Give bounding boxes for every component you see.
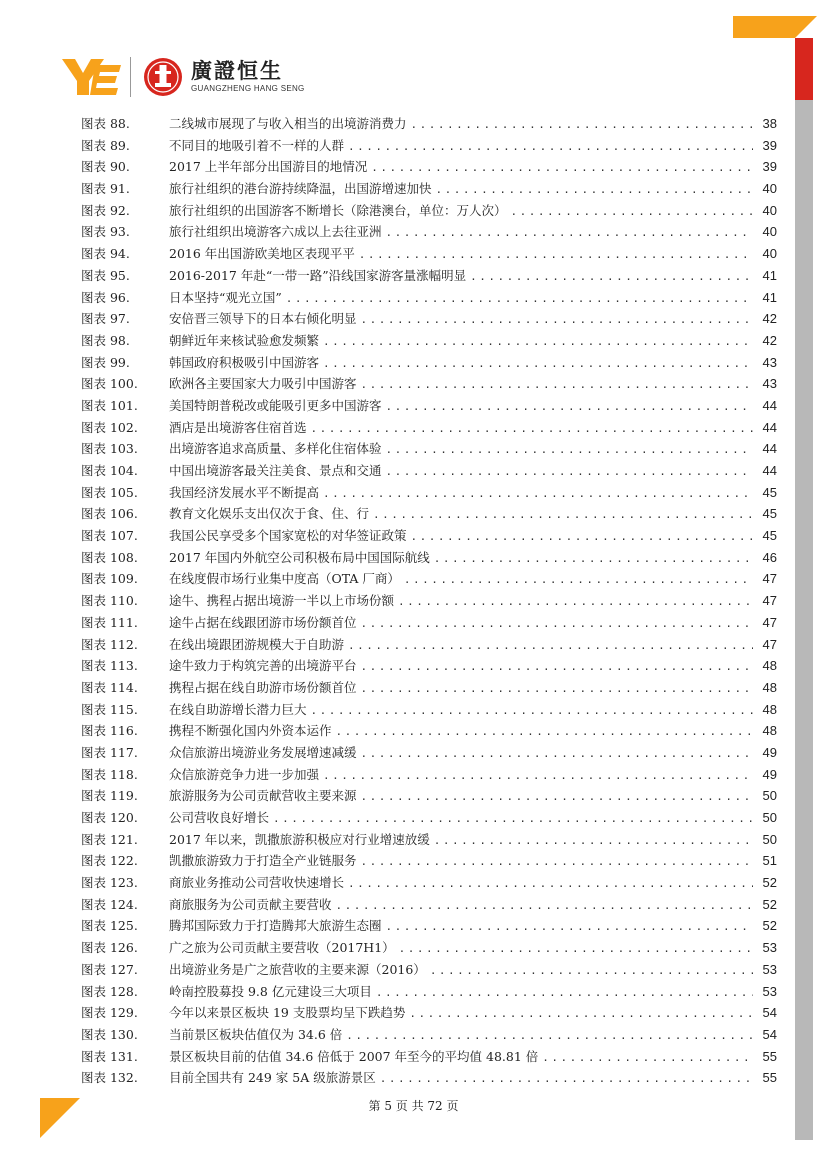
toc-title: 2016 年出国游欧美地区表现平平 bbox=[169, 246, 355, 262]
toc-entry[interactable] bbox=[81, 743, 777, 765]
toc-entry[interactable] bbox=[81, 439, 777, 461]
toc-leader-dots bbox=[404, 573, 753, 586]
toc-page-number: 42 bbox=[762, 311, 777, 327]
toc-label: 图表 114. bbox=[81, 679, 138, 695]
toc-leader-dots bbox=[398, 595, 753, 608]
toc-leader-dots bbox=[542, 1051, 753, 1064]
toc-entry[interactable] bbox=[81, 331, 777, 353]
toc-leader-dots bbox=[361, 660, 753, 673]
toc-title: 朝鲜近年来核试验愈发频繁 bbox=[169, 332, 320, 348]
toc-leader-dots bbox=[311, 704, 753, 717]
toc-page-number: 48 bbox=[762, 658, 777, 674]
toc-page-number: 40 bbox=[762, 181, 777, 197]
toc-label: 图表 98. bbox=[81, 332, 130, 348]
toc-page-number: 52 bbox=[762, 875, 777, 891]
toc-label: 图表 121. bbox=[81, 831, 138, 847]
toc-label: 图表 91. bbox=[81, 181, 130, 197]
toc-entry[interactable] bbox=[81, 938, 777, 960]
toc-leader-dots bbox=[386, 443, 753, 456]
corner-accent-top bbox=[733, 16, 795, 38]
toc-label: 图表 127. bbox=[81, 961, 138, 977]
toc-entry[interactable] bbox=[81, 201, 777, 223]
toc-title: 今年以来景区板块 19 支股票均呈下跌趋势 bbox=[169, 1005, 406, 1021]
toc-title: 韩国政府积极吸引中国游客 bbox=[169, 354, 320, 370]
toc-leader-dots bbox=[373, 508, 753, 521]
toc-title: 出境游业务是广之旅营收的主要来源（2016） bbox=[169, 961, 426, 977]
toc-page-number: 44 bbox=[762, 463, 777, 478]
toc-page-number: 47 bbox=[762, 636, 777, 652]
toc-leader-dots bbox=[380, 1072, 753, 1085]
toc-leader-dots bbox=[399, 942, 753, 955]
toc-title: 在线出境跟团游规模大于自助游 bbox=[169, 636, 345, 652]
toc-title: 2016-2017 年赴“一带一路”沿线国家游客量涨幅明显 bbox=[169, 267, 467, 283]
toc-label: 图表 103. bbox=[81, 441, 138, 457]
table-of-figures bbox=[81, 114, 777, 1090]
toc-title: 目前全国共有 249 家 5A 级旅游景区 bbox=[169, 1070, 376, 1086]
toc-title: 景区板块目前的估值 34.6 倍低于 2007 年至今的平均值 48.81 倍 bbox=[169, 1048, 539, 1064]
toc-page-number: 50 bbox=[762, 831, 777, 847]
toc-entry[interactable] bbox=[81, 721, 777, 743]
toc-leader-dots bbox=[323, 335, 753, 348]
logo-english-name: GUANGZHENG HANG SENG bbox=[191, 84, 305, 93]
toc-page-number: 45 bbox=[762, 506, 777, 522]
toc-entry[interactable] bbox=[81, 895, 777, 917]
toc-label: 图表 116. bbox=[81, 723, 138, 739]
toc-label: 图表 128. bbox=[81, 983, 138, 999]
toc-page-number: 50 bbox=[762, 788, 777, 804]
toc-page-number: 53 bbox=[762, 983, 777, 999]
toc-label: 图表 102. bbox=[81, 419, 138, 435]
toc-label: 图表 108. bbox=[81, 549, 138, 565]
toc-page-number: 40 bbox=[762, 224, 777, 240]
toc-leader-dots bbox=[348, 140, 753, 153]
toc-page-number: 42 bbox=[762, 332, 777, 348]
toc-leader-dots bbox=[361, 313, 753, 326]
toc-entry[interactable] bbox=[81, 244, 777, 266]
toc-title: 广之旅为公司贡献主要营收（2017H1） bbox=[169, 940, 395, 956]
toc-label: 图表 115. bbox=[81, 701, 138, 717]
toc-leader-dots bbox=[348, 877, 753, 890]
toc-label: 图表 125. bbox=[81, 918, 138, 934]
page-number: 第 5 页 共 72 页 bbox=[368, 1099, 459, 1113]
side-bar-grey bbox=[795, 100, 813, 1140]
toc-page-number: 45 bbox=[762, 484, 777, 500]
side-bar-red bbox=[795, 38, 813, 100]
toc-leader-dots bbox=[359, 248, 753, 261]
toc-entry[interactable] bbox=[81, 982, 777, 1004]
toc-entry[interactable] bbox=[81, 548, 777, 570]
toc-label: 图表 126. bbox=[81, 940, 138, 956]
toc-entry[interactable] bbox=[81, 114, 777, 136]
toc-entry[interactable] bbox=[81, 635, 777, 657]
toc-page-number: 44 bbox=[762, 397, 777, 413]
toc-leader-dots bbox=[436, 183, 753, 196]
toc-title: 不同目的地吸引着不一样的人群 bbox=[169, 137, 345, 153]
toc-leader-dots bbox=[361, 855, 753, 868]
toc-title: 我国公民享受多个国家宽松的对华签证政策 bbox=[169, 528, 407, 544]
toc-title: 携程不断强化国内外资本运作 bbox=[169, 723, 332, 739]
toc-page-number: 53 bbox=[762, 961, 777, 977]
toc-title: 旅游服务为公司贡献营收主要来源 bbox=[169, 788, 357, 804]
toc-label: 图表 94. bbox=[81, 246, 130, 262]
toc-label: 图表 90. bbox=[81, 159, 130, 175]
toc-page-number: 49 bbox=[762, 744, 777, 760]
toc-title: 公司营收良好增长 bbox=[169, 810, 270, 825]
toc-page-number: 45 bbox=[762, 528, 777, 544]
toc-leader-dots bbox=[323, 769, 753, 782]
toc-title: 2017 上半年部分出国游目的地情况 bbox=[169, 159, 368, 175]
toc-leader-dots bbox=[323, 487, 753, 500]
toc-page-number: 44 bbox=[762, 441, 777, 457]
toc-leader-dots bbox=[361, 790, 753, 803]
toc-entry[interactable] bbox=[81, 678, 777, 700]
toc-entry[interactable] bbox=[81, 830, 777, 852]
toc-title: 商旅服务为公司贡献主要营收 bbox=[169, 896, 332, 912]
toc-label: 图表 112. bbox=[81, 636, 138, 652]
toc-label: 图表 106. bbox=[81, 506, 138, 522]
toc-title: 商旅业务推动公司营收快速增长 bbox=[169, 875, 345, 891]
toc-leader-dots bbox=[361, 378, 753, 391]
toc-page-number: 47 bbox=[762, 614, 777, 630]
toc-entry[interactable] bbox=[81, 396, 777, 418]
toc-entry[interactable] bbox=[81, 873, 777, 895]
toc-title: 岭南控股募投 9.8 亿元建设三大项目 bbox=[169, 983, 372, 999]
toc-leader-dots bbox=[371, 161, 753, 174]
toc-label: 图表 99. bbox=[81, 354, 130, 370]
toc-label: 图表 88. bbox=[81, 116, 130, 131]
toc-title: 途牛、携程占据出境游一半以上市场份额 bbox=[169, 593, 395, 609]
toc-label: 图表 124. bbox=[81, 896, 138, 912]
toc-page-number: 48 bbox=[762, 679, 777, 695]
toc-entry[interactable] bbox=[81, 526, 777, 548]
toc-label: 图表 107. bbox=[81, 528, 138, 544]
toc-title: 途牛致力于构筑完善的出境游平台 bbox=[169, 658, 357, 674]
toc-label: 图表 89. bbox=[81, 137, 130, 153]
toc-leader-dots bbox=[470, 270, 753, 283]
toc-leader-dots bbox=[273, 812, 753, 825]
toc-entry[interactable] bbox=[81, 569, 777, 591]
toc-leader-dots bbox=[411, 118, 753, 131]
toc-entry[interactable] bbox=[81, 504, 777, 526]
toc-title: 当前景区板块估值仅为 34.6 倍 bbox=[169, 1026, 343, 1042]
toc-page-number: 48 bbox=[762, 723, 777, 739]
toc-leader-dots bbox=[311, 422, 753, 435]
toc-label: 图表 93. bbox=[81, 224, 130, 240]
toc-entry[interactable] bbox=[81, 916, 777, 938]
toc-entry[interactable] bbox=[81, 656, 777, 678]
toc-leader-dots bbox=[336, 725, 753, 738]
toc-page-number: 43 bbox=[762, 376, 777, 392]
toc-page-number: 50 bbox=[762, 810, 777, 825]
toc-label: 图表 104. bbox=[81, 463, 138, 478]
toc-title: 携程占据在线自助游市场份额首位 bbox=[169, 679, 357, 695]
toc-label: 图表 132. bbox=[81, 1070, 138, 1086]
toc-page-number: 40 bbox=[762, 246, 777, 262]
toc-title: 酒店是出境游客住宿首选 bbox=[169, 419, 307, 435]
toc-label: 图表 113. bbox=[81, 658, 138, 674]
toc-leader-dots bbox=[361, 682, 753, 695]
toc-title: 途牛占据在线跟团游市场份额首位 bbox=[169, 614, 357, 630]
toc-entry[interactable] bbox=[81, 136, 777, 158]
toc-label: 图表 131. bbox=[81, 1048, 138, 1064]
toc-title: 教育文化娱乐支出仅次于食、住、行 bbox=[169, 506, 370, 522]
toc-page-number: 40 bbox=[762, 202, 777, 218]
toc-entry[interactable] bbox=[81, 1025, 777, 1047]
toc-leader-dots bbox=[286, 292, 753, 305]
toc-page-number: 54 bbox=[762, 1026, 777, 1042]
toc-title: 欧洲各主要国家大力吸引中国游客 bbox=[169, 376, 357, 392]
toc-entry[interactable] bbox=[81, 960, 777, 982]
toc-page-number: 51 bbox=[762, 853, 777, 869]
toc-leader-dots bbox=[323, 357, 753, 370]
logo-chinese-name: 廣證恒生 bbox=[191, 59, 283, 83]
toc-leader-dots bbox=[409, 1007, 753, 1020]
toc-title: 在线度假市场行业集中度高（OTA 厂商） bbox=[169, 571, 400, 587]
toc-entry[interactable] bbox=[81, 418, 777, 440]
toc-page-number: 43 bbox=[762, 354, 777, 370]
toc-entry[interactable] bbox=[81, 700, 777, 722]
company-logo bbox=[62, 52, 305, 102]
toc-entry[interactable] bbox=[81, 288, 777, 310]
toc-title: 众信旅游出境游业务发展增速减缓 bbox=[169, 744, 357, 760]
toc-leader-dots bbox=[386, 920, 753, 933]
corner-accent-top-tip bbox=[795, 16, 817, 38]
toc-label: 图表 117. bbox=[81, 744, 138, 760]
toc-leader-dots bbox=[511, 205, 753, 218]
toc-page-number: 46 bbox=[762, 549, 777, 565]
toc-label: 图表 123. bbox=[81, 875, 138, 891]
toc-page-number: 55 bbox=[762, 1070, 777, 1086]
toc-entry[interactable] bbox=[81, 157, 777, 179]
toc-entry[interactable] bbox=[81, 808, 777, 830]
toc-leader-dots bbox=[361, 617, 753, 630]
toc-title: 我国经济发展水平不断提高 bbox=[169, 484, 320, 500]
toc-leader-dots bbox=[434, 834, 753, 847]
toc-title: 中国出境游客最关注美食、景点和交通 bbox=[169, 463, 382, 478]
toc-title: 安倍晋三领导下的日本右倾化明显 bbox=[169, 311, 357, 327]
toc-title: 旅行社组织出境游客六成以上去往亚洲 bbox=[169, 224, 382, 240]
toc-entry[interactable] bbox=[81, 1047, 777, 1069]
toc-leader-dots bbox=[346, 1029, 753, 1042]
toc-title: 日本坚持“观光立国” bbox=[169, 289, 282, 305]
toc-entry[interactable] bbox=[81, 353, 777, 375]
toc-label: 图表 120. bbox=[81, 810, 138, 825]
toc-label: 图表 105. bbox=[81, 484, 138, 500]
toc-label: 图表 96. bbox=[81, 289, 130, 305]
toc-leader-dots bbox=[348, 639, 753, 652]
ye-logo-icon bbox=[62, 57, 122, 97]
toc-page-number: 53 bbox=[762, 940, 777, 956]
toc-page-number: 38 bbox=[762, 116, 777, 131]
toc-entry[interactable] bbox=[81, 309, 777, 331]
toc-title: 凯撒旅游致力于打造全产业链服务 bbox=[169, 853, 357, 869]
toc-label: 图表 118. bbox=[81, 766, 138, 782]
toc-title: 2017 年以来，凯撒旅游积极应对行业增速放缓 bbox=[169, 831, 430, 847]
toc-page-number: 54 bbox=[762, 1005, 777, 1021]
toc-leader-dots bbox=[386, 465, 753, 478]
toc-label: 图表 111. bbox=[81, 614, 138, 630]
toc-label: 图表 122. bbox=[81, 853, 138, 869]
toc-leader-dots bbox=[386, 226, 753, 239]
toc-page-number: 41 bbox=[762, 289, 777, 305]
toc-page-number: 47 bbox=[762, 571, 777, 587]
toc-entry[interactable] bbox=[81, 613, 777, 635]
toc-page-number: 41 bbox=[762, 267, 777, 283]
toc-page-number: 47 bbox=[762, 593, 777, 609]
toc-label: 图表 110. bbox=[81, 593, 138, 609]
toc-page-number: 39 bbox=[762, 137, 777, 153]
toc-leader-dots bbox=[361, 747, 753, 760]
toc-title: 美国特朗普税改或能吸引更多中国游客 bbox=[169, 397, 382, 413]
toc-entry[interactable] bbox=[81, 851, 777, 873]
toc-entry[interactable] bbox=[81, 461, 777, 483]
toc-title: 众信旅游竞争力进一步加强 bbox=[169, 766, 320, 782]
toc-label: 图表 101. bbox=[81, 397, 138, 413]
toc-label: 图表 95. bbox=[81, 267, 130, 283]
toc-page-number: 48 bbox=[762, 701, 777, 717]
toc-entry[interactable] bbox=[81, 1003, 777, 1025]
logo-divider bbox=[130, 57, 131, 97]
toc-entry[interactable] bbox=[81, 1068, 777, 1090]
toc-leader-dots bbox=[430, 964, 753, 977]
toc-page-number: 52 bbox=[762, 918, 777, 934]
toc-title: 在线自助游增长潜力巨大 bbox=[169, 701, 307, 717]
toc-page-number: 49 bbox=[762, 766, 777, 782]
toc-label: 图表 100. bbox=[81, 376, 138, 392]
toc-label: 图表 92. bbox=[81, 202, 130, 218]
toc-title: 二线城市展现了与收入相当的出境游消费力 bbox=[169, 116, 407, 131]
toc-label: 图表 109. bbox=[81, 571, 138, 587]
toc-page-number: 52 bbox=[762, 896, 777, 912]
toc-label: 图表 119. bbox=[81, 788, 138, 804]
toc-entry[interactable] bbox=[81, 765, 777, 787]
toc-label: 图表 130. bbox=[81, 1026, 138, 1042]
toc-leader-dots bbox=[434, 552, 753, 565]
toc-label: 图表 129. bbox=[81, 1005, 138, 1021]
toc-leader-dots bbox=[376, 986, 753, 999]
toc-title: 旅行社组织的出国游客不断增长（除港澳台，单位：万人次） bbox=[169, 202, 507, 218]
toc-entry[interactable] bbox=[81, 222, 777, 244]
toc-page-number: 55 bbox=[762, 1048, 777, 1064]
toc-leader-dots bbox=[336, 899, 753, 912]
toc-page-number: 39 bbox=[762, 159, 777, 175]
toc-entry[interactable] bbox=[81, 374, 777, 396]
toc-entry[interactable] bbox=[81, 179, 777, 201]
toc-entry[interactable] bbox=[81, 266, 777, 288]
toc-title: 出境游客追求高质量、多样化住宿体验 bbox=[169, 441, 382, 457]
toc-leader-dots bbox=[411, 530, 753, 543]
toc-entry[interactable] bbox=[81, 786, 777, 808]
toc-entry[interactable] bbox=[81, 591, 777, 613]
toc-page-number: 44 bbox=[762, 419, 777, 435]
seal-logo-icon bbox=[143, 57, 183, 97]
toc-leader-dots bbox=[386, 400, 753, 413]
toc-title: 旅行社组织的港台游持续降温，出国游增速加快 bbox=[169, 181, 432, 197]
toc-title: 腾邦国际致力于打造腾邦大旅游生态圈 bbox=[169, 918, 382, 934]
toc-label: 图表 97. bbox=[81, 311, 130, 327]
toc-title: 2017 年国内外航空公司积极布局中国国际航线 bbox=[169, 549, 430, 565]
toc-entry[interactable] bbox=[81, 483, 777, 505]
